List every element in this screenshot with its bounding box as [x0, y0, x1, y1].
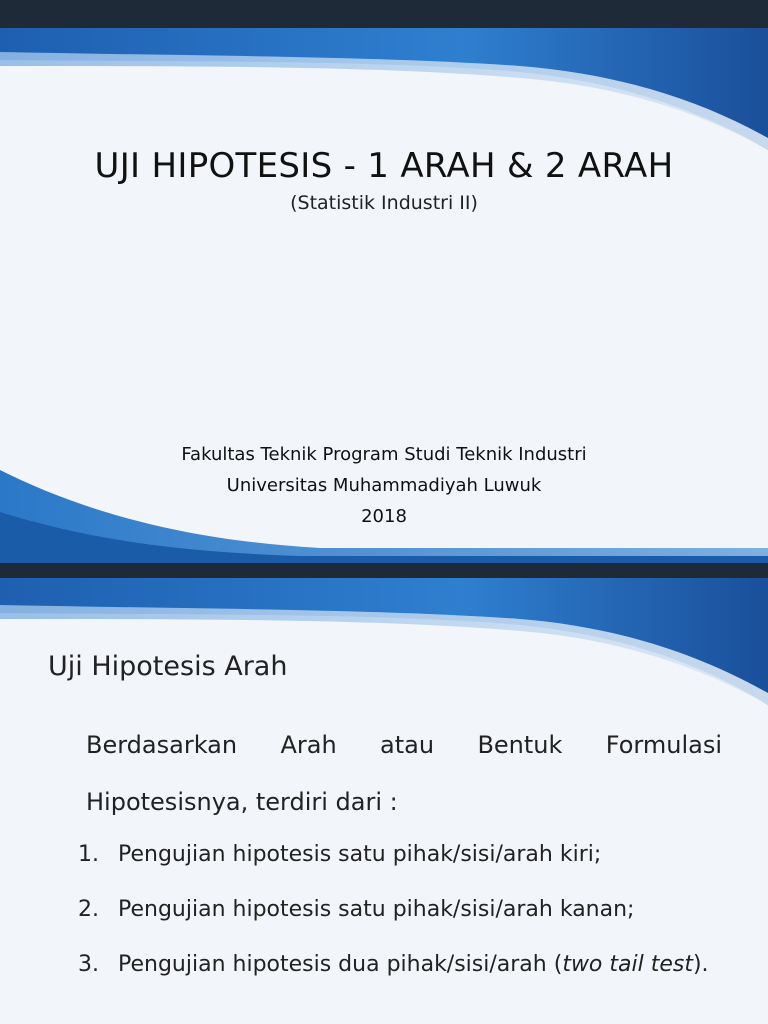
list-text-before: Pengujian hipotesis dua pihak/sisi/arah ( [118, 952, 563, 977]
list-item [78, 882, 722, 937]
list-number: 3. [78, 952, 99, 977]
list-text-after: ). [692, 952, 709, 977]
faculty-line: Fakultas Teknik Program Studi Teknik Industri [181, 444, 587, 465]
list-item [78, 827, 722, 882]
intro-paragraph [86, 717, 722, 831]
content-slide [0, 575, 768, 1024]
list-text [118, 937, 722, 992]
list-number: 2. [78, 897, 99, 922]
list-number: 1. [78, 842, 99, 867]
intro-line-2: Hipotesisnya, terdiri dari : [86, 788, 398, 816]
numbered-list [78, 827, 722, 992]
list-text: Pengujian hipotesis satu pihak/sisi/arah kiri; [118, 842, 602, 867]
year-line: 2018 [361, 506, 407, 527]
list-item [78, 937, 722, 992]
intro-line-1: Berdasarkan Arah atau Bentuk Formulasi [86, 731, 722, 759]
slide-subtitle: (Statistik Industri II) [290, 192, 478, 214]
slide-title: UJI HIPOTESIS - 1 ARAH & 2 ARAH [94, 146, 674, 186]
list-text: Pengujian hipotesis satu pihak/sisi/arah kanan; [118, 897, 635, 922]
section-heading: Uji Hipotesis Arah [48, 651, 288, 682]
university-line: Universitas Muhammadiyah Luwuk [226, 475, 542, 496]
list-text-italic: two tail test [562, 952, 693, 977]
